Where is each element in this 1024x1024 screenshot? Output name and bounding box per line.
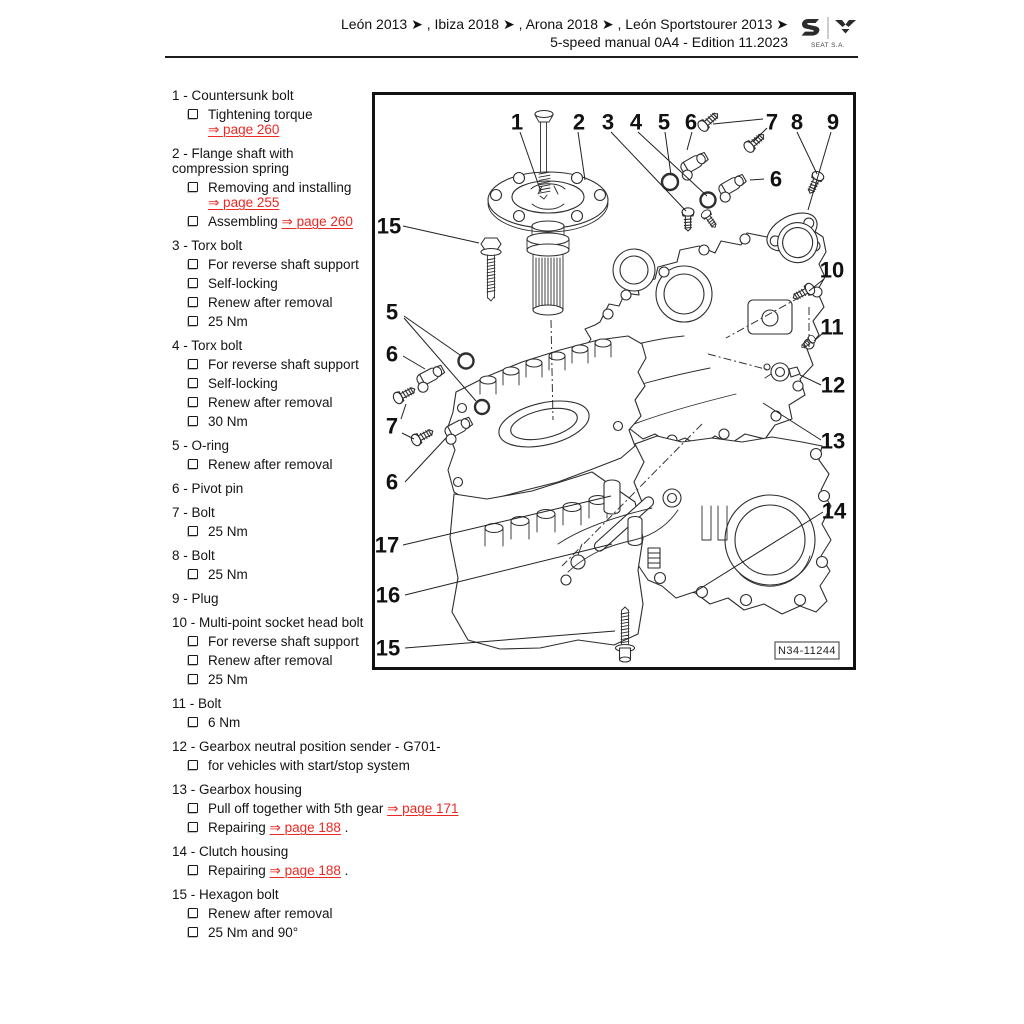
callout-number: 5 [657,109,671,135]
sub-item [188,376,364,391]
sub-item [188,357,364,372]
sub-item-text: Renew after removal [208,295,333,310]
sub-item-text: 25 Nm [208,314,248,329]
sub-item-text: For reverse shaft support [208,257,359,272]
sub-item [188,524,364,539]
checkbox-icon [188,865,198,875]
sub-item-text: For reverse shaft support [208,634,359,649]
exploded-diagram [372,92,856,670]
drawing-number [775,642,839,659]
callout-number: 2 [572,109,586,135]
checkbox-icon [188,378,198,388]
checkbox-icon [188,822,198,832]
sub-item-text: Tightening torque ⇒ page 260 [208,107,313,137]
header-subtitle: 5-speed manual 0A4 - Edition 11.2023 [550,34,788,50]
callout-number: 15 [375,635,401,661]
part-item-title: 2 - Flange shaft with compression spring [172,146,294,176]
checkbox-icon [188,416,198,426]
part-item-title: 9 - Plug [172,591,219,606]
sub-item [188,863,856,878]
checkbox-icon [188,674,198,684]
sub-item-text: Renew after removal [208,395,333,410]
page-link[interactable]: ⇒ page 255 [208,195,280,210]
callout-number: 12 [820,372,846,398]
sub-item [188,180,364,210]
callout-number: 3 [601,109,615,135]
checkbox-icon [188,717,198,727]
sub-item-text: 25 Nm [208,524,248,539]
sub-item [188,634,364,649]
part-item-title: 4 - Torx bolt [172,338,243,353]
page-link[interactable]: ⇒ page 171 [387,801,459,816]
part-item-title: 6 - Pivot pin [172,481,244,496]
callout-number: 6 [684,109,698,135]
sub-item-text: Repairing ⇒ page 188 . [208,863,349,878]
sub-item [188,906,856,921]
cupra-logo-icon [835,20,856,34]
sub-item [188,457,364,472]
callout-number: 1 [510,109,524,135]
brand-logos [798,16,858,49]
part-item [172,844,856,878]
part-item-title: 13 - Gearbox housing [172,782,302,797]
checkbox-icon [188,109,198,119]
callout-number: 15 [376,213,402,239]
sub-item [188,820,856,835]
sub-item [188,276,364,291]
part-item-title: 11 - Bolt [172,696,222,711]
sub-item [188,314,364,329]
sub-item-text: Self-locking [208,276,278,291]
sub-item [188,925,856,940]
checkbox-icon [188,569,198,579]
callout-number: 11 [820,314,844,340]
sub-item-text: For reverse shaft support [208,357,359,372]
checkbox-icon [188,927,198,937]
sub-item [188,715,856,730]
callout-number: 6 [769,166,783,192]
page-content [172,88,856,940]
sub-item-text: Renew after removal [208,906,333,921]
sub-item-text: Renew after removal [208,457,333,472]
checkbox-icon [188,459,198,469]
figure-frame [372,92,856,670]
callout-number: 10 [819,257,845,283]
checkbox-icon [188,397,198,407]
part-item-title: 14 - Clutch housing [172,844,289,859]
sub-item [188,414,364,429]
sub-item-text: 25 Nm [208,672,248,687]
part-item-title: 8 - Bolt [172,548,215,563]
sub-item-text: Self-locking [208,376,278,391]
drawing-number-label: N34-11244 [777,645,837,657]
part-item-title: 15 - Hexagon bolt [172,887,279,902]
sub-item-text: Removing and installing ⇒ page 255 [208,180,352,210]
part-item [172,739,856,773]
part-item [172,696,856,730]
part-item-title: 1 - Countersunk bolt [172,88,294,103]
callout-number: 7 [385,413,399,439]
page-header [0,0,1024,51]
sub-item [188,758,856,773]
checkbox-icon [188,297,198,307]
sub-item-text: Repairing ⇒ page 188 . [208,820,349,835]
callout-number: 6 [385,469,399,495]
part-item-title: 3 - Torx bolt [172,238,243,253]
header-rule [165,56,858,58]
checkbox-icon [188,278,198,288]
checkbox-icon [188,655,198,665]
checkbox-icon [188,216,198,226]
seat-cupra-logos [799,16,857,40]
sub-item [188,257,364,272]
checkbox-icon [188,316,198,326]
sub-item-text: 6 Nm [208,715,241,730]
sub-item [188,567,364,582]
sub-item [188,801,856,816]
callout-number: 13 [820,428,846,454]
callout-number: 8 [790,109,804,135]
sub-item-text: 25 Nm and 90° [208,925,299,940]
seat-logo-icon [802,19,820,36]
checkbox-icon [188,636,198,646]
callout-number: 14 [821,498,847,524]
part-item-title: 5 - O-ring [172,438,230,453]
checkbox-icon [188,259,198,269]
callout-number: 5 [385,299,399,325]
sub-item-text: Assembling ⇒ page 260 [208,214,353,229]
sub-item [188,395,364,410]
callout-number: 7 [765,109,779,135]
part-item-title: 12 - Gearbox neutral position sender - G701- [172,739,441,754]
sub-item-text: Pull off together with 5th gear ⇒ page 171 [208,801,459,816]
sub-item [188,295,364,310]
sub-item [188,214,364,229]
checkbox-icon [188,803,198,813]
checkbox-icon [188,526,198,536]
checkbox-icon [188,760,198,770]
checkbox-icon [188,182,198,192]
page-link[interactable]: ⇒ page 188 [269,820,341,835]
sub-item-text: Renew after removal [208,653,333,668]
callout-number: 17 [374,532,400,558]
callout-number: 6 [385,341,399,367]
company-name: SEAT S.A. [810,42,846,49]
sub-item [188,653,364,668]
checkbox-icon [188,359,198,369]
header-models: León 2013 ➤ , Ibiza 2018 ➤ , Arona 2018 ➤ , León Sportstourer 2013 ➤ [341,16,788,32]
part-item [172,782,856,835]
sub-item-text: 25 Nm [208,567,248,582]
page-link[interactable]: ⇒ page 188 [269,863,341,878]
sub-item-text: 30 Nm [208,414,248,429]
part-item [172,887,856,940]
callout-number: 16 [375,582,401,608]
callout-number: 4 [629,109,643,135]
callout-number: 9 [826,109,840,135]
sub-item [188,672,364,687]
sub-item-text: for vehicles with start/stop system [208,758,410,773]
part-item-title: 7 - Bolt [172,505,215,520]
sub-item [188,107,364,137]
part-item-title: 10 - Multi-point socket head bolt [172,615,364,630]
page-link[interactable]: ⇒ page 260 [208,122,280,137]
checkbox-icon [188,908,198,918]
page-link[interactable]: ⇒ page 260 [281,214,353,229]
